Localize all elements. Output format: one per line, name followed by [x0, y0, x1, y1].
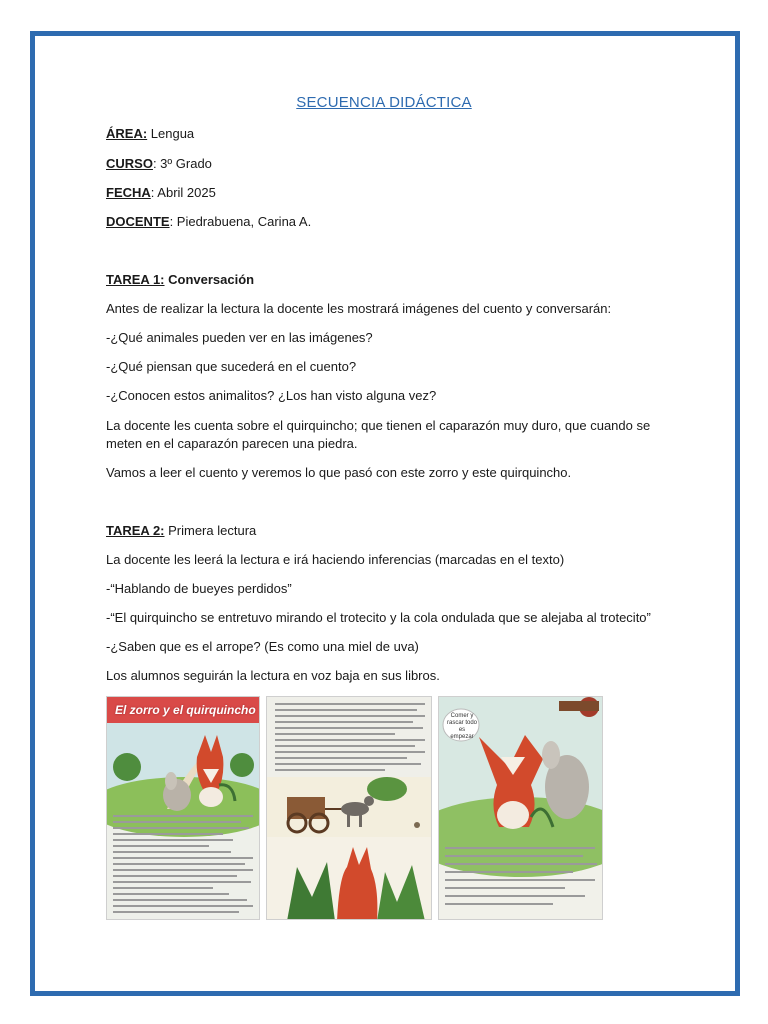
meta-area-value: Lengua	[147, 126, 195, 141]
book-photo-1	[106, 696, 260, 920]
tarea2-title: Primera lectura	[164, 523, 257, 538]
meta-docente-value: : Piedrabuena, Carina A.	[169, 214, 312, 229]
meta-docente-label: DOCENTE	[106, 214, 170, 229]
tarea1-line: -¿Conocen estos animalitos? ¿Los han visto alguna vez?	[106, 388, 437, 403]
book-photo-1-title: El zorro y el quirquincho	[115, 703, 256, 717]
tarea1-label: TAREA 1:	[106, 272, 165, 287]
tarea1-paragraph-caparazon: La docente les cuenta sobre el quirquincho; que tienen el caparazón muy duro, que cuando se meten en el caparazón parecen una piedra.	[106, 418, 651, 451]
tarea1-line: -¿Qué piensan que sucederá en el cuento?	[106, 359, 357, 374]
tarea2-line: La docente les leerá la lectura e irá haciendo inferencias (marcadas en el texto)	[106, 552, 565, 567]
tarea2-line: -¿Saben que es el arrope? (Es como una miel de uva)	[106, 639, 419, 654]
book-photo-2-image	[267, 697, 432, 920]
meta-area	[106, 126, 194, 141]
meta-area-label: ÁREA:	[106, 126, 148, 141]
tarea2-label: TAREA 2:	[106, 523, 165, 538]
tarea2-heading	[106, 523, 256, 538]
tarea1-line: -¿Qué animales pueden ver en las imágenes?	[106, 330, 373, 345]
meta-curso-label: CURSO	[106, 156, 153, 171]
tarea1-title: Conversación	[164, 272, 255, 287]
book-photo-1-image	[107, 697, 260, 920]
tarea1-paragraph-leer: Vamos a leer el cuento y veremos lo que pasó con este zorro y este quirquincho.	[106, 465, 572, 480]
meta-fecha-value: : Abril 2025	[150, 185, 216, 200]
document-title: SECUENCIA DIDÁCTICA	[296, 94, 472, 111]
meta-docente	[106, 214, 311, 229]
meta-fecha	[106, 185, 216, 200]
tarea1-heading	[106, 272, 254, 287]
tarea2-line: -“Hablando de bueyes perdidos”	[106, 581, 292, 596]
book-photo-2	[266, 696, 432, 920]
tarea2-line: -“El quirquincho se entretuvo mirando el trotecito y la cola ondulada que se alejaba al trotecito”	[106, 610, 651, 625]
meta-curso-value: : 3º Grado	[152, 156, 212, 171]
meta-fecha-label: FECHA	[106, 185, 151, 200]
tarea1-line: Antes de realizar la lectura la docente les mostrará imágenes del cuento y conversarán:	[106, 301, 612, 316]
meta-curso	[106, 156, 212, 171]
book-photo-3-speech-bubble: Comer y rascar todo es empezar	[447, 713, 478, 740]
tarea2-line: Los alumnos seguirán la lectura en voz baja en sus libros.	[106, 668, 440, 683]
book-photo-3	[438, 696, 603, 920]
